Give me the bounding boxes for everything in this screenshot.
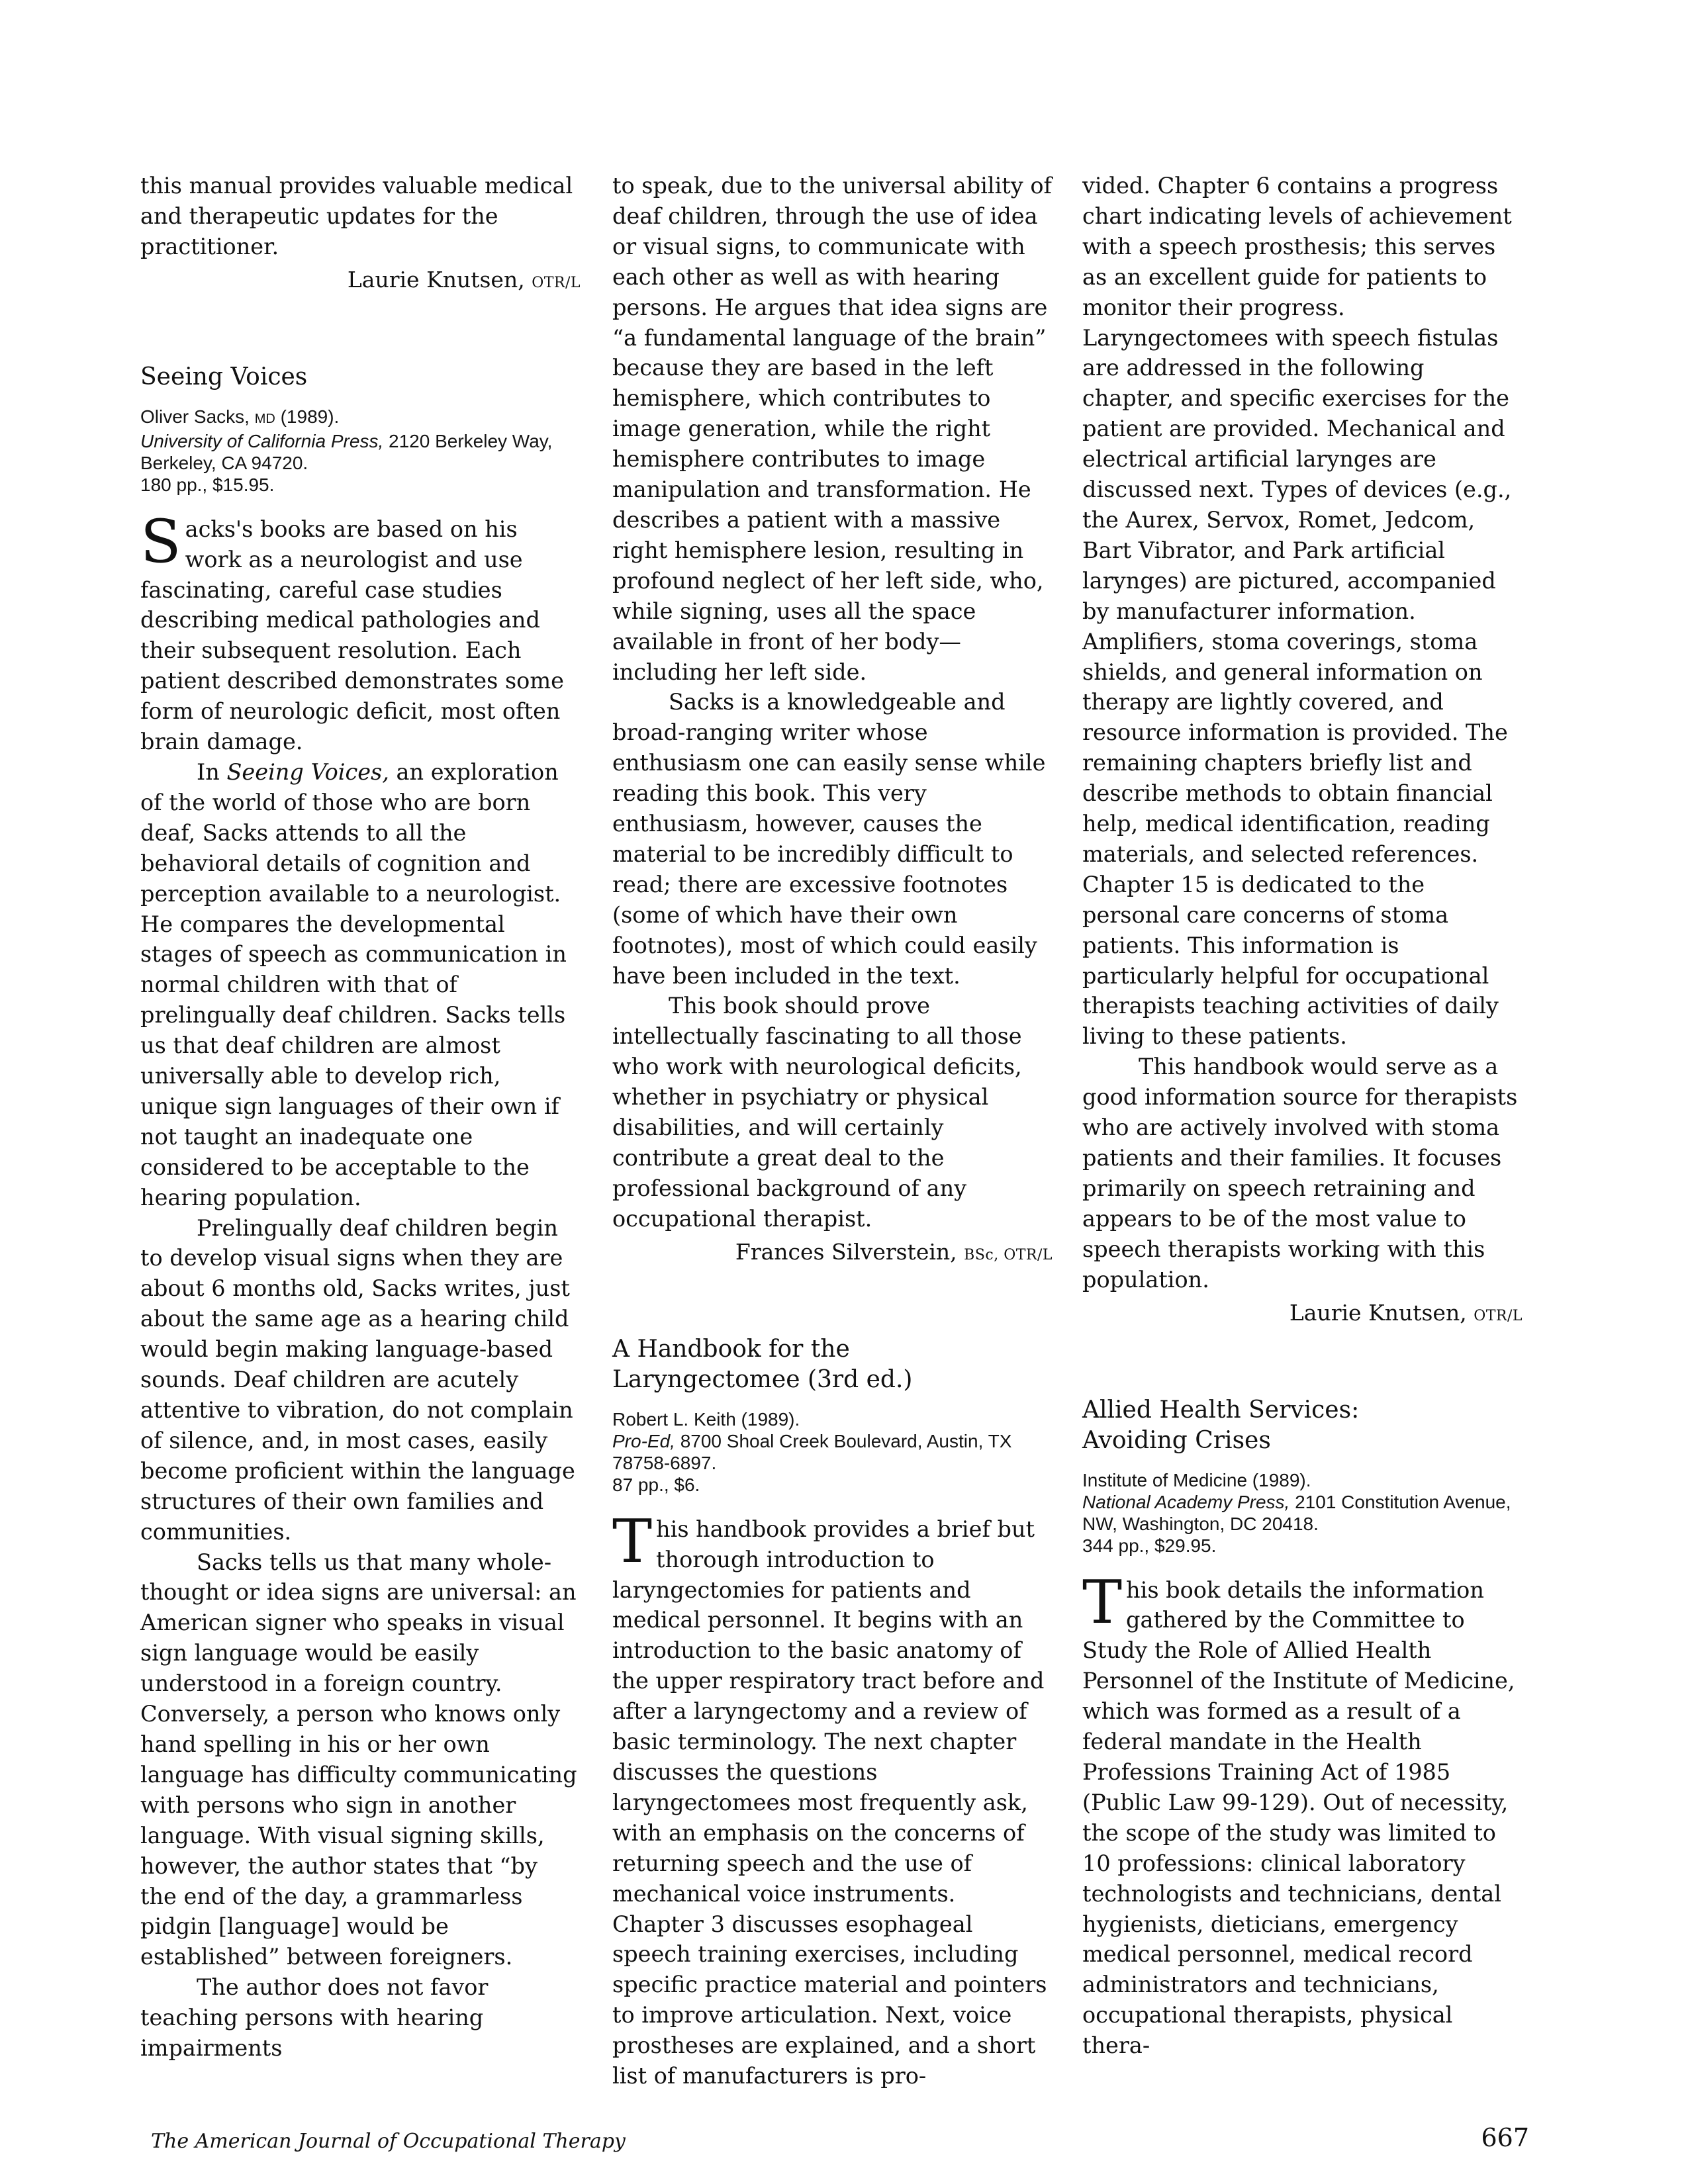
review-paragraph: vided. Chapter 6 contains a progress chart indicating levels of achievement with a speech prosthesis; this serves as an excellent guide for patients to monitor their progress. Laryngectomees with speech fistulas are addressed in the following chapter, and specific exercises for the patient are provided. Mechanical and electrical artificial larynges are discussed next. Types of devices (e.g., the Aurex, Servox, Romet, Jedcom, Bart Vibrator, and Park artificial larynges) are pictured, accompanied by manufacturer information. Amplifiers, stoma coverings, stoma shields, and general information on therapy are lightly covered, and resource information is provided. The remaining chapters briefly list and describe methods to obtain financial help, medical identification, reading materials, and selected references. Chapter 15 is dedicated to the personal care concerns of stoma patients. This information is particularly helpful for occupational therapists teaching activities of daily living to these patients. — [1082, 173, 1512, 1050]
review-title-handbook: A Handbook for the Laryngectomee (3rd ed.) — [612, 1335, 913, 1393]
reviewer-name: Frances Silverstein, — [735, 1238, 957, 1265]
review-paragraph: to speak, due to the universal ability of deaf children, through the use of idea or visual signs, to communicate with each other as well as with hearing persons. He argues that idea signs are “a fundamental language of the brain” because they are based in the left hemisphere, which contributes to image generation, while the right hemisphere contributes to image manipulation and transformation. He describes a patient with a massive right hemisphere lesion, resulting in profound neglect of her left side, who, while signing, uses all the space available in front of her body—including her left side. — [612, 173, 1052, 685]
review-title-allied-health: Allied Health Services: Avoiding Crises — [1082, 1396, 1360, 1454]
citation-pages-price: 180 pp., $15.95. — [140, 474, 275, 495]
reviewer-name: Laurie Knutsen, — [347, 266, 525, 293]
citation-publisher: Pro-Ed, 8700 Shoal Creek Boulevard, Austin, TX 78758-6897. — [612, 1430, 1012, 1473]
review-paragraph: Sacks is a knowledgeable and broad-ranging writer whose enthusiasm one can easily sense while reading this book. This very enthusiasm, however, causes the material to be incredibly difficult to read; there are excessive footnotes (some of which have their own footnotes), most of which could easily have been included in the text. — [612, 689, 1046, 989]
drop-cap: S — [140, 506, 181, 576]
review-title-seeing-voices: Seeing Voices — [140, 363, 308, 390]
review-paragraph: Sacks tells us that many whole-thought or idea signs are universal: an American signer who speaks in visual sign language would be easily understood in a foreign country. Conversely, a person who knows only hand spelling in his or her own language has difficulty communicating with persons who sign in another language. With visual signing skills, however, the author states that “by the end of the day, a grammarless pidgin [language] would be established” between foreigners. — [140, 1549, 577, 1970]
review-paragraph: The author does not favor teaching persons with hearing impairments — [140, 1974, 489, 2062]
reviewer-signature — [612, 1237, 1053, 1271]
citation-pages-price: 87 pp., $6. — [612, 1474, 700, 1495]
reviewer-signature — [1082, 1298, 1523, 1332]
citation-author: Robert L. Keith (1989). — [612, 1408, 800, 1430]
citation-seeing-voices — [140, 406, 581, 496]
citation-author: Oliver Sacks, MD (1989). — [140, 406, 340, 427]
journal-name: The American Journal of Occupational Therapy — [151, 2130, 626, 2153]
citation-pages-price: 344 pp., $29.95. — [1082, 1535, 1217, 1556]
reviewer-name: Laurie Knutsen, — [1289, 1299, 1467, 1326]
citation-handbook — [612, 1408, 1053, 1496]
intro-paragraph: this manual provides valuable medical and therapeutic updates for the practitioner. — [140, 173, 573, 259]
drop-cap: T — [1082, 1567, 1123, 1637]
reviewer-signature — [140, 265, 581, 298]
column-1 — [140, 171, 581, 2064]
reviewer-degree: BSc, OTR/L — [964, 1246, 1053, 1263]
column-2 — [612, 171, 1053, 2091]
review-paragraph: Prelingually deaf children begin to develop visual signs when they are about 6 months old, Sacks writes, just about the same age as a hearing child would begin making language-based sounds. Deaf children are acutely attentive to vibration, do not complain of silence, and, in most cases, easily become proficient within the language structures of their own families and communities. — [140, 1214, 575, 1545]
review-paragraph: This handbook would serve as a good information source for therapists who are actively involved with stoma patients and their families. It focuses primarily on speech retraining and appears to be of the most value to speech therapists working with this population. — [1082, 1054, 1518, 1293]
citation-publisher: University of California Press, 2120 Berkeley Way, Berkeley, CA 94720. — [140, 430, 553, 473]
review-paragraph: In Seeing Voices, an exploration of the world of those who are born deaf, Sacks attends to all the behavioral details of cognition and perception available to a neurologist. He compares the developmental stages of speech as communication in normal children with that of prelingually deaf children. Sacks tells us that deaf children are almost universally able to develop rich, unique sign languages of their own if not taught an inadequate one considered to be acceptable to the hearing population. — [140, 758, 567, 1210]
review-paragraph: Sacks's books are based on his work as a neurologist and use fascinating, careful case studies describing medical pathologies and their subsequent resolution. Each patient described demonstrates some form of neurologic deficit, most often brain damage. — [140, 506, 564, 755]
page-number: 667 — [1481, 2123, 1529, 2152]
review-paragraph: This handbook provides a brief but thorough introduction to laryngectomies for patients and medical personnel. It begins with an introduction to the basic anatomy of the upper respiratory tract before and after a laryngectomy and a review of basic terminology. The next chapter discusses the questions laryngectomees most frequently ask, with an emphasis on the concerns of returning speech and the use of mechanical voice instruments. Chapter 3 discusses esophageal speech training exercises, including specific practice material and pointers to improve articulation. Next, voice prostheses are explained, and a short list of manufacturers is pro- — [612, 1506, 1047, 2089]
review-paragraph: This book details the information gathered by the Committee to Study the Role of Allied Health Personnel of the Institute of Medicine, which was formed as a result of a federal mandate in the Health Professions Training Act of 1985 (Public Law 99-129). Out of necessity, the scope of the study was limited to 10 professions: clinical laboratory technologists and technicians, dental hygienists, dieticians, emergency medical personnel, medical record administrators and technicians, occupational therapists, physical thera- — [1082, 1567, 1515, 2059]
citation-allied-health — [1082, 1469, 1523, 1557]
review-paragraph: This book should prove intellectually fascinating to all those who work with neurological deficits, whether in psychiatry or physical disabilities, and will certainly contribute a great deal to the professional background of any occupational therapist. — [612, 993, 1022, 1232]
drop-cap: T — [612, 1506, 653, 1576]
citation-publisher: National Academy Press, 2101 Constitution Avenue, NW, Washington, DC 20418. — [1082, 1491, 1511, 1534]
reviewer-degree: OTR/L — [532, 274, 581, 291]
column-3 — [1082, 171, 1523, 2061]
citation-author: Institute of Medicine (1989). — [1082, 1469, 1311, 1490]
reviewer-degree: OTR/L — [1474, 1307, 1523, 1324]
